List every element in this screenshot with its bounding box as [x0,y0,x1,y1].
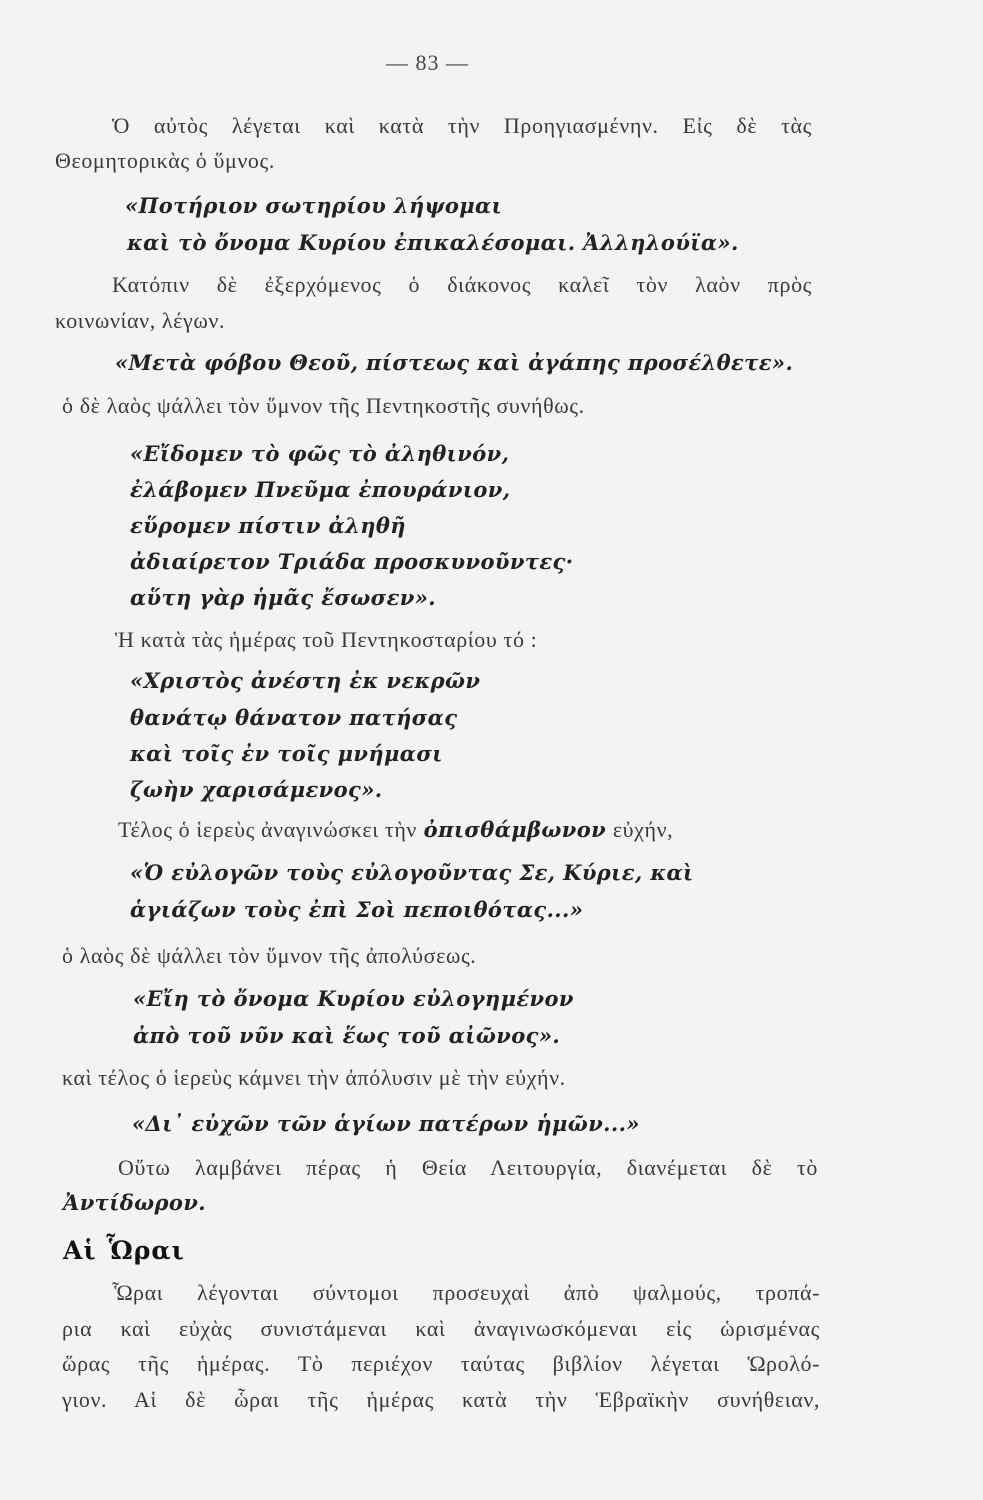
section-heading: Αἱ Ὧραι [63,1236,185,1265]
hymn-line: ἀδιαίρετον Τριάδα προσκυνοῦντες· [130,549,574,574]
text-line: Κατόπιν δὲ ἐξερχόμενος ὁ διάκονος καλεῖ τὸν λαὸν πρὸς [112,272,812,297]
text-line: Θεομητορικὰς ὁ ὕμνος. [55,148,275,173]
hymn-line: «Εἴδομεν τὸ φῶς τὸ ἀληθινόν, [130,441,510,466]
hymn-line: ἐλάβομεν Πνεῦμα ἐπουράνιον, [130,477,511,502]
quote-line: «Δι᾽ εὐχῶν τῶν ἁγίων πατέρων ἡμῶν...» [132,1111,640,1136]
text-line: ὁ λαὸς δὲ ψάλλει τὸν ὕμνον τῆς ἀπολύσεως. [62,943,477,968]
text-line: Ὁ αὐτὸς λέγεται καὶ κατὰ τὴν Προηγιασμένην. Εἰς δὲ τὰς [112,113,812,138]
text-line: Ὧραι λέγονται σύντομοι προσευχαὶ ἀπὸ ψαλμούς, τροπά- [112,1280,820,1305]
emphasized-term: Ἀντίδωρον. [63,1190,207,1215]
text-line: ὁ δὲ λαὸς ψάλλει τὸν ὕμνον τῆς Πεντηκοστῆς συνήθως. [62,393,585,418]
quote-line: ἁγιάζων τοὺς ἐπὶ Σοὶ πεποιθότας...» [130,897,584,922]
text-line: Ἡ κατὰ τὰς ἡμέρας τοῦ Πεντηκοσταρίου τό : [115,627,538,652]
text-line: κοινωνίαν, λέγων. [55,308,226,333]
text-line: ὥρας τῆς ἡμέρας. Τὸ περιέχον ταύτας βιβλίον λέγεται Ὡρολό- [62,1351,820,1376]
text-fragment: Τέλος ὁ ἱερεὺς ἀναγινώσκει τὴν [118,817,417,842]
hymn-line: αὕτη γὰρ ἡμᾶς ἔσωσεν». [130,585,436,610]
quote-line: «Ποτήριον σωτηρίου λήψομαι [125,193,503,218]
quote-line: «Ὁ εὐλογῶν τοὺς εὐλογοῦντας Σε, Κύριε, καὶ [130,860,694,885]
text-line: Οὕτω λαμβάνει πέρας ἡ Θεία Λειτουργία, διανέμεται δὲ τὸ [118,1155,818,1180]
quote-line: «Εἴη τὸ ὄνομα Κυρίου εὐλογημένον [133,986,574,1011]
quote-line: καὶ τὸ ὄνομα Κυρίου ἐπικαλέσομαι. Ἀλληλούϊα». [127,230,739,255]
quote-line: ἀπὸ τοῦ νῦν καὶ ἕως τοῦ αἰῶνος». [133,1023,561,1048]
page-number: — 83 — [386,50,469,75]
quote-line: «Μετὰ φόβου Θεοῦ, πίστεως καὶ ἀγάπης προσέλθετε». [115,350,794,375]
text-line: καὶ τέλος ὁ ἱερεὺς κάμνει τὴν ἀπόλυσιν μὲ τὴν εὐχήν. [62,1065,566,1090]
hymn-line: εὕρομεν πίστιν ἀληθῆ [130,513,406,538]
hymn-line: ζωὴν χαρισάμενος». [130,777,383,802]
hymn-line: καὶ τοῖς ἐν τοῖς μνήμασι [130,741,443,766]
hymn-line: «Χριστὸς ἀνέστη ἐκ νεκρῶν [130,668,481,693]
text-line: γιον. Αἱ δὲ ὧραι τῆς ἡμέρας κατὰ τὴν Ἑβραϊκὴν συνήθειαν, [62,1387,820,1412]
text-line: ρια καὶ εὐχὰς συνιστάμεναι καὶ ἀναγινωσκόμεναι εἰς ὡρισμένας [62,1316,820,1341]
emphasized-term: ὀπισθάμβωνον [423,817,607,842]
hymn-line: θανάτῳ θάνατον πατήσας [130,705,458,730]
text-fragment: εὐχήν, [612,817,674,842]
text-line-mixed [118,817,673,843]
